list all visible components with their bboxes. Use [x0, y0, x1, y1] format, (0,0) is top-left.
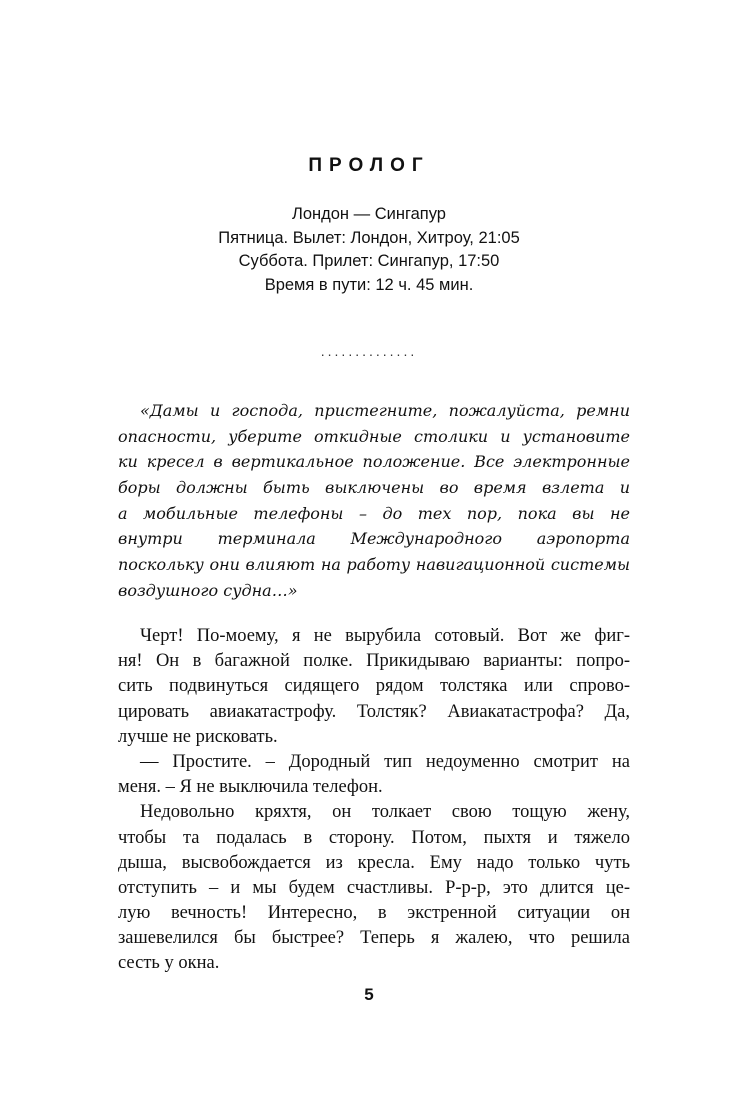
quote-line: поскольку они влияют на работу навигационной системы: [118, 555, 630, 575]
text-line: меня. – Я не выключила телефон.: [118, 777, 383, 798]
section-separator: ..............: [320, 343, 418, 359]
page-number: 5: [364, 985, 374, 1004]
quote-line: опасности, уберите откидные столики и установите: [118, 426, 630, 446]
text-line: Недовольно кряхтя, он толкает свою тощую жену,: [140, 802, 630, 823]
text-line: дыша, высвобождается из кресла. Ему надо только чуть: [118, 852, 630, 873]
text-line: Черт! По-моему, я не вырубила сотовый. Вот же фиг-: [140, 626, 630, 646]
text-line: лую вечность! Интересно, в экстренной ситуации он: [118, 903, 630, 924]
route: Лондон — Сингапур: [292, 205, 446, 223]
text-line: сить подвинуться сидящего рядом толстяка или спрово-: [118, 676, 630, 697]
text-line: ня! Он в багажной полке. Прикидываю варианты: попро-: [118, 651, 630, 672]
text-line: отступить – и мы будем счастливы. Р-р-р, это длится це-: [118, 877, 630, 898]
arrival: Суббота. Прилет: Сингапур, 17:50: [238, 252, 500, 271]
quote-line: внутри терминала Международного аэропорта: [118, 529, 630, 549]
duration: Время в пути: 12 ч. 45 мин.: [264, 276, 474, 295]
text-line: — Простите. – Дородный тип недоуменно смотрит на: [140, 751, 630, 772]
text-line: цировать авиакатастрофу. Толстяк? Авиакатастрофа? Да,: [118, 701, 630, 722]
flight-info: [0, 203, 738, 298]
quote-line: «Дамы и господа, пристегните, пожалуйста, ремни: [140, 401, 630, 420]
text-line: чтобы та подалась в сторону. Потом, пыхтя и тяжело: [118, 827, 630, 848]
text-line: сесть у окна.: [118, 953, 220, 974]
chapter-title: ПРОЛОГ: [308, 155, 430, 176]
announcement-quote: [118, 398, 630, 604]
text-line: зашевелился бы быстрее? Теперь я жалею, что решила: [118, 928, 630, 949]
quote-line: воздушного судна…»: [118, 580, 298, 600]
quote-line: а мобильные телефоны – до тех пор, пока вы не: [118, 503, 630, 523]
departure: Пятница. Вылет: Лондон, Хитроу, 21:05: [218, 228, 520, 247]
text-line: лучше не рисковать.: [118, 726, 278, 747]
quote-line: ки кресел в вертикальное положение. Все электронные: [118, 452, 630, 472]
body-text: [118, 624, 630, 977]
quote-line: боры должны быть выключены во время взлета и: [118, 478, 630, 498]
